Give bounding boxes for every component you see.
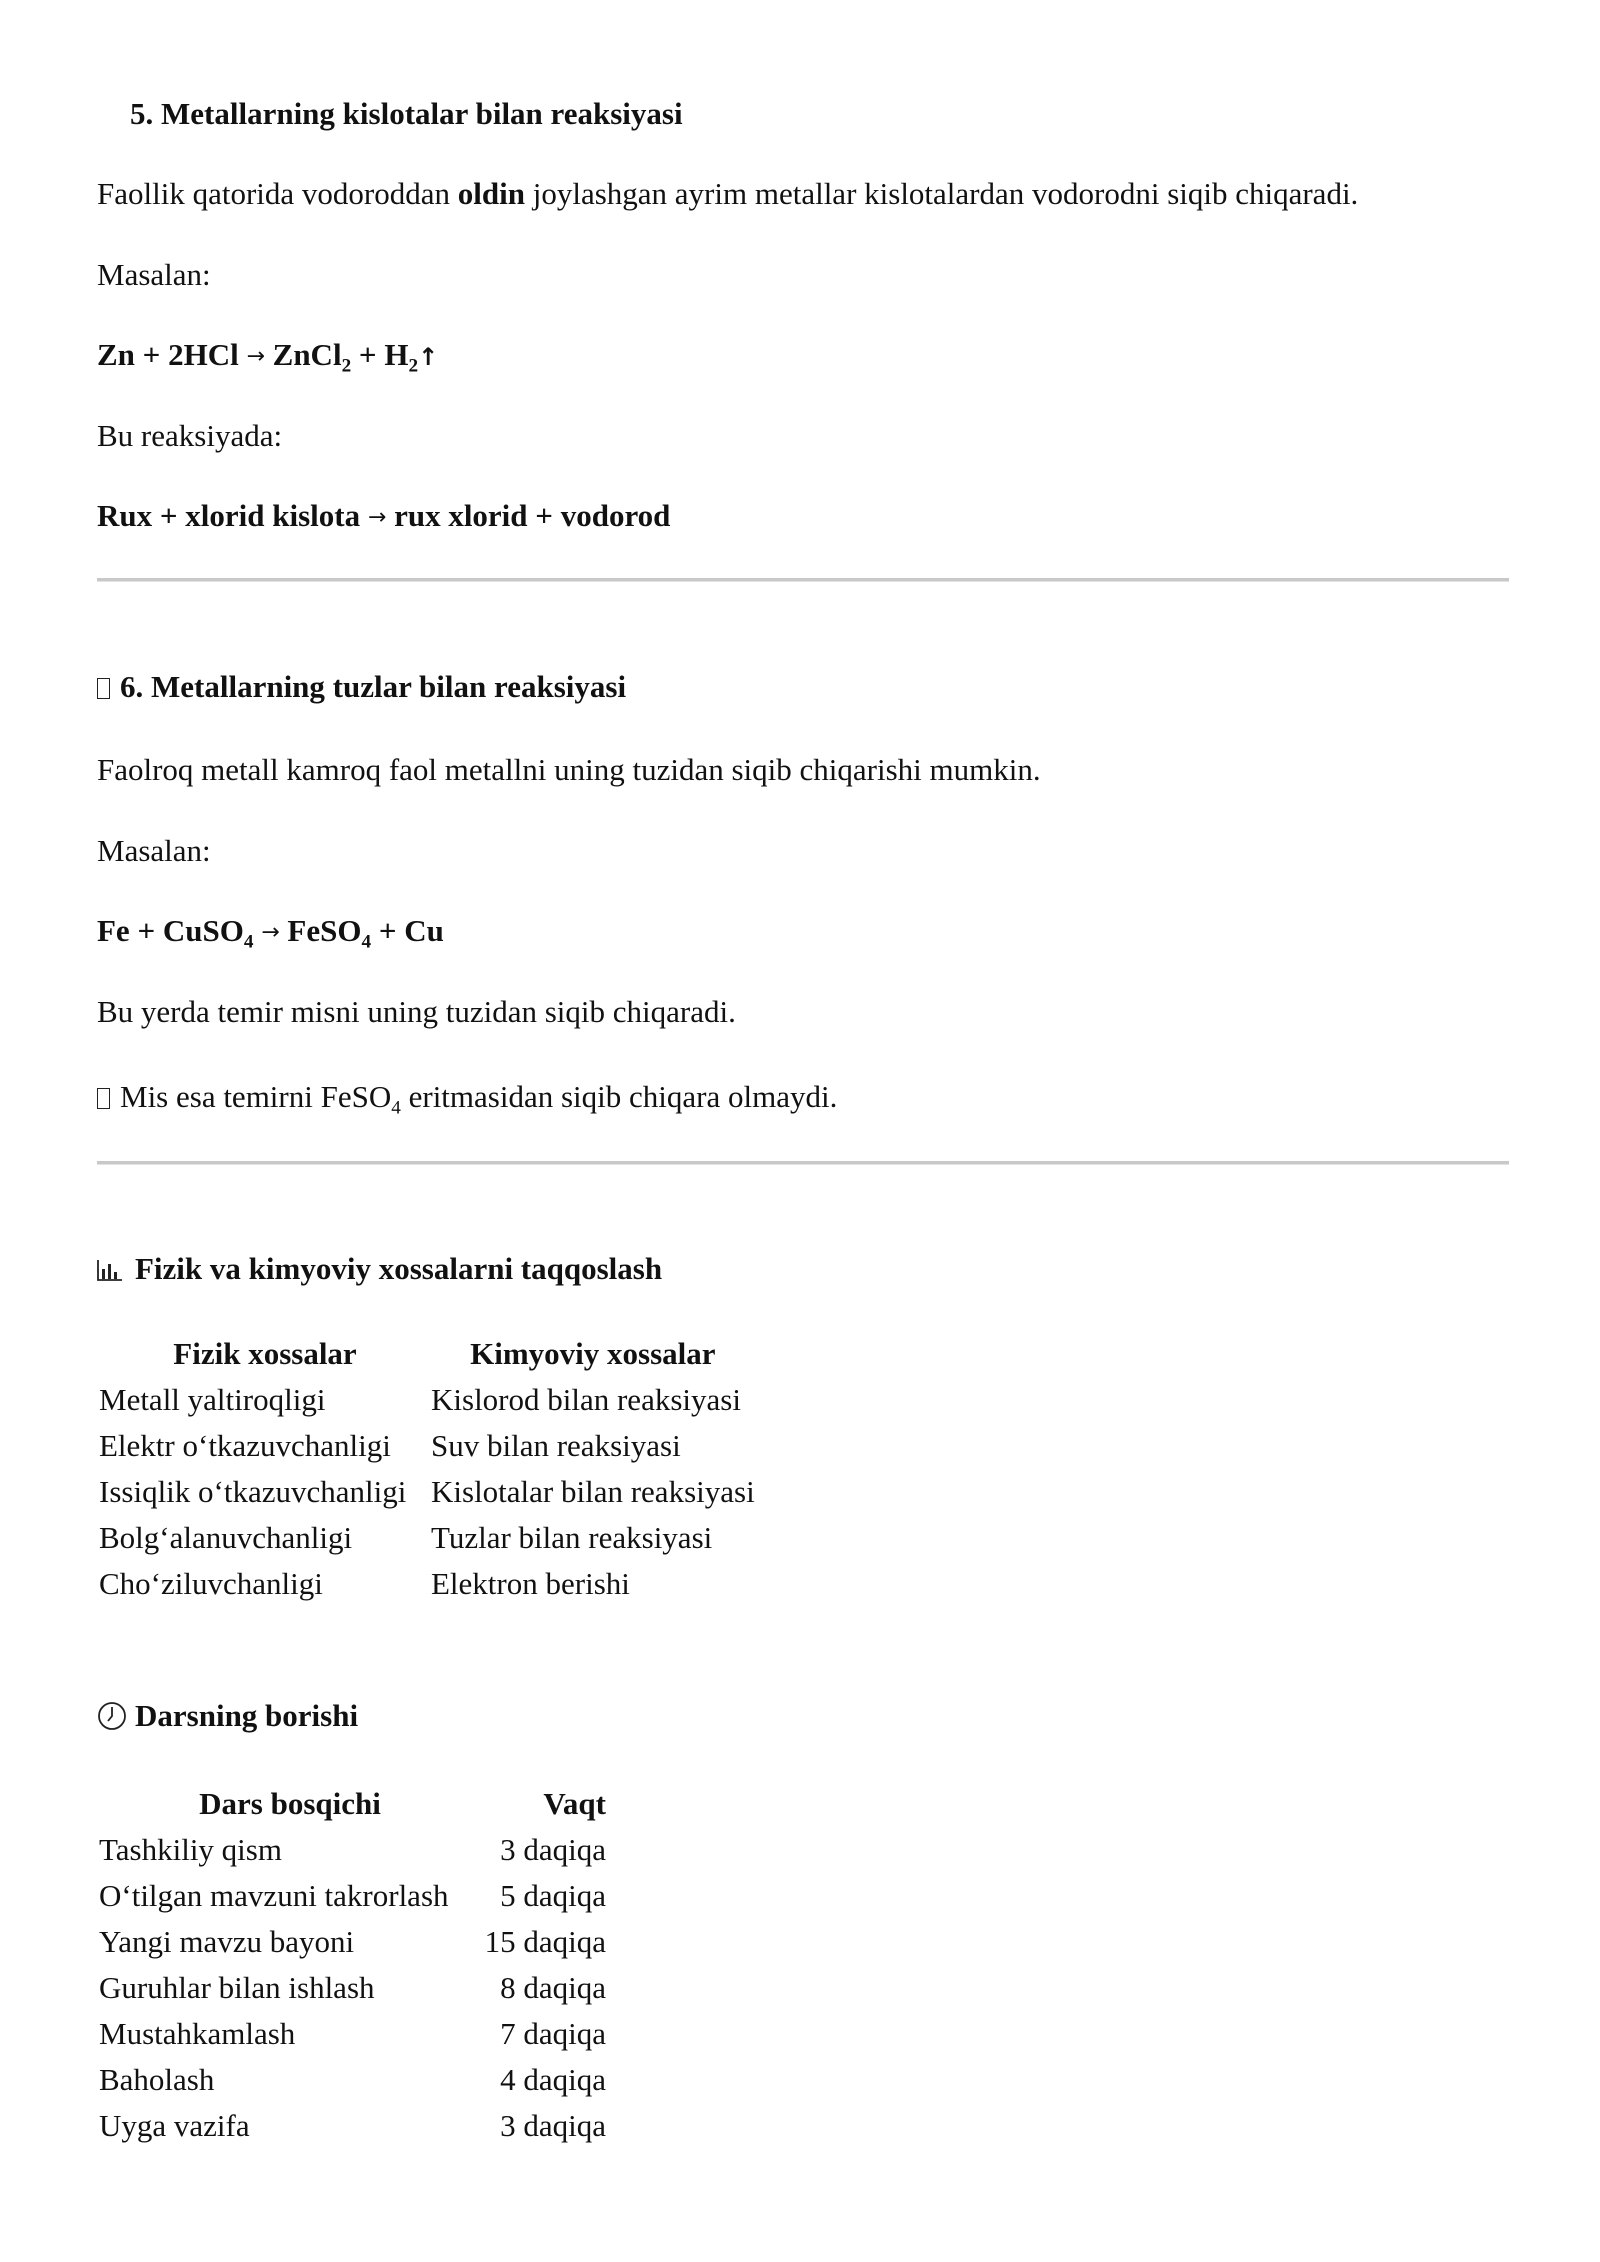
equation-product-b: + H: [351, 337, 409, 372]
equation-product-a: ZnCl: [272, 337, 342, 372]
section5-heading: 5. Metallarning kislotalar bilan reaksiyasi: [130, 96, 683, 131]
table-cell: Yangi mavzu bayoni: [99, 1924, 355, 1959]
subscript: 2: [341, 355, 352, 377]
section5-intro: [97, 176, 1358, 212]
subscript: 2: [408, 355, 419, 377]
table-cell: Bolg‘alanuvchanligi: [99, 1520, 353, 1555]
table-row: [99, 1423, 755, 1469]
table-header-row: [99, 1331, 755, 1377]
subscript: 4: [391, 1097, 401, 1119]
equation-reactants: Zn + 2HCl: [97, 337, 239, 372]
word-products: rux xlorid + vodorod: [394, 498, 671, 533]
table-row: [99, 1561, 755, 1607]
table-cell: Cho‘ziluvchanligi: [99, 1566, 323, 1601]
comparison-heading-text: Fizik va kimyoviy xossalarni taqqoslash: [135, 1251, 663, 1286]
table-cell: Elektron berishi: [431, 1566, 630, 1601]
table-cell: Kislorod bilan reaksiyasi: [431, 1382, 741, 1417]
section5-note-label: Bu reaksiyada:: [97, 418, 283, 453]
table-row: [99, 1377, 755, 1423]
section6-equation: [97, 913, 444, 953]
intro-text-end: joylashgan ayrim metallar kislotalardan vodorodni siqib chiqaradi.: [524, 176, 1359, 211]
table-cell: Uyga vazifa: [99, 2108, 250, 2143]
subscript: 4: [361, 931, 372, 953]
lesson-heading: [97, 1698, 358, 1734]
table-cell: 3 daqiqa: [500, 1832, 606, 1867]
column-header: Vaqt: [543, 1786, 606, 1821]
comparison-heading: [97, 1251, 662, 1287]
section6-heading: [97, 669, 626, 705]
equation-product-a: FeSO: [287, 913, 362, 948]
table-cell: Mustahkamlash: [99, 2016, 296, 2051]
section6-warning: [97, 1079, 838, 1119]
equation-product-b: + Cu: [371, 913, 444, 948]
table-cell: Guruhlar bilan ishlash: [99, 1970, 375, 2005]
table-row: [99, 1919, 606, 1965]
warning-text-a: Mis esa temirni FeSO: [120, 1079, 392, 1114]
section6-heading-text: 6. Metallarning tuzlar bilan reaksiyasi: [120, 669, 627, 704]
table-cell: Kislotalar bilan reaksiyasi: [431, 1474, 755, 1509]
table-cell: Baholash: [99, 2062, 215, 2097]
table-cell: 8 daqiqa: [500, 1970, 606, 2005]
reaction-arrow: →: [367, 505, 387, 530]
gas-arrow: ↑: [418, 343, 439, 371]
warning-text-b: eritmasidan siqib chiqara olmaydi.: [400, 1079, 838, 1114]
reaction-arrow: →: [246, 344, 265, 369]
column-header: Fizik xossalar: [173, 1336, 357, 1371]
table-cell: Issiqlik o‘tkazuvchanligi: [99, 1474, 407, 1509]
section5-example-label: Masalan:: [97, 257, 211, 292]
divider: [97, 578, 1509, 582]
comparison-table: [99, 1331, 755, 1607]
lesson-table: [99, 1781, 606, 2149]
equation-reactants: Fe + CuSO: [97, 913, 244, 948]
section5-word-equation: [97, 498, 670, 534]
clock-icon: [97, 1701, 127, 1731]
table-row: [99, 2011, 606, 2057]
table-row: [99, 1965, 606, 2011]
table-cell: Tashkiliy qism: [99, 1832, 282, 1867]
reaction-arrow: →: [261, 920, 280, 945]
column-header: Dars bosqichi: [199, 1786, 381, 1821]
table-cell: Elektr o‘tkazuvchanligi: [99, 1428, 391, 1463]
table-cell: 15 daqiqa: [484, 1924, 606, 1959]
bar-chart-icon: [97, 1259, 123, 1281]
table-row: [99, 1827, 606, 1873]
column-header: Kimyoviy xossalar: [470, 1336, 716, 1371]
table-cell: 4 daqiqa: [500, 2062, 606, 2097]
intro-text-start: Faollik qatorida vodoroddan: [97, 176, 458, 211]
missing-glyph-icon: [97, 678, 110, 699]
table-row: [99, 2057, 606, 2103]
table-header-row: [99, 1781, 606, 1827]
table-row: [99, 1873, 606, 1919]
divider: [97, 1161, 1509, 1165]
section6-example-label: Masalan:: [97, 833, 211, 868]
table-row: [99, 2103, 606, 2149]
table-cell: 3 daqiqa: [500, 2108, 606, 2143]
section5-equation: [97, 337, 439, 377]
table-cell: Tuzlar bilan reaksiyasi: [431, 1520, 713, 1555]
table-cell: 7 daqiqa: [500, 2016, 606, 2051]
intro-bold-word: oldin: [457, 176, 525, 211]
section6-explanation: Bu yerda temir misni uning tuzidan siqib chiqaradi.: [97, 994, 736, 1029]
word-reactants: Rux + xlorid kislota: [97, 498, 361, 533]
table-cell: Suv bilan reaksiyasi: [431, 1428, 681, 1463]
table-cell: Metall yaltiroqligi: [99, 1382, 326, 1417]
table-row: [99, 1469, 755, 1515]
missing-glyph-icon: [97, 1088, 110, 1109]
table-row: [99, 1515, 755, 1561]
lesson-heading-text: Darsning borishi: [135, 1698, 359, 1733]
table-cell: 5 daqiqa: [500, 1878, 606, 1913]
table-cell: O‘tilgan mavzuni takrorlash: [99, 1878, 449, 1913]
section6-intro: Faolroq metall kamroq faol metallni uning tuzidan siqib chiqarishi mumkin.: [97, 752, 1041, 787]
subscript: 4: [243, 931, 254, 953]
